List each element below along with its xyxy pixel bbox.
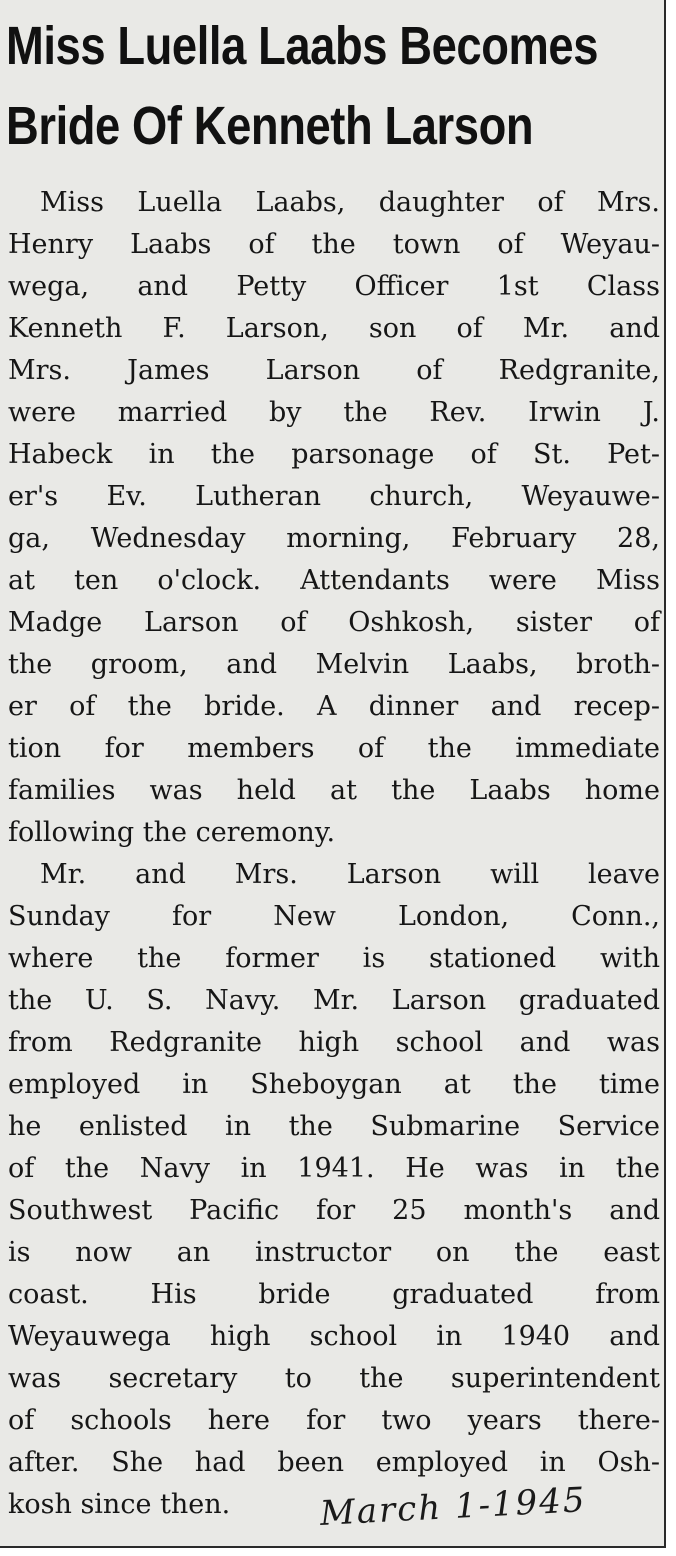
body-line: er of the bride. A dinner and recep- — [8, 691, 660, 722]
body-line: wega, and Petty Officer 1st Class — [8, 271, 660, 302]
body-line: was secretary to the superintendent — [8, 1363, 660, 1394]
body-line: Sunday for New London, Conn., — [8, 901, 660, 932]
body-line: Henry Laabs of the town of Weyau- — [8, 229, 660, 260]
body-line: tion for members of the immediate — [8, 733, 660, 764]
body-line: the U. S. Navy. Mr. Larson graduated — [8, 985, 660, 1016]
body-line: Southwest Pacific for 25 month's and — [8, 1195, 660, 1226]
body-line: Habeck in the parsonage of St. Pet- — [8, 439, 660, 470]
body-line: is now an instructor on the east — [8, 1237, 660, 1268]
paragraph-2 — [8, 854, 660, 1526]
body-line: of the Navy in 1941. He was in the — [8, 1153, 660, 1184]
headline-line-2: Bride Of Kenneth Larson — [6, 96, 534, 156]
body-line: after. She had been employed in Osh- — [8, 1447, 660, 1478]
headline — [6, 6, 599, 166]
body-line: were married by the Rev. Irwin J. — [8, 397, 660, 428]
body-line: following the ceremony. — [8, 817, 336, 848]
body-line: er's Ev. Lutheran church, Weyauwe- — [8, 481, 660, 512]
body-line: Weyauwega high school in 1940 and — [8, 1321, 660, 1352]
body-line: he enlisted in the Submarine Service — [8, 1111, 660, 1142]
article-body — [8, 182, 660, 1526]
body-line: Mrs. James Larson of Redgranite, — [8, 355, 660, 386]
body-line: at ten o'clock. Attendants were Miss — [8, 565, 660, 596]
paragraph-1 — [8, 182, 660, 854]
body-line: Mr. and Mrs. Larson will leave — [40, 859, 660, 890]
body-line: employed in Sheboygan at the time — [8, 1069, 660, 1100]
body-line: of schools here for two years there- — [8, 1405, 660, 1436]
body-line: Kenneth F. Larson, son of Mr. and — [8, 313, 660, 344]
body-line: the groom, and Melvin Laabs, broth- — [8, 649, 660, 680]
headline-line-1: Miss Luella Laabs Becomes — [6, 16, 599, 76]
body-line: coast. His bride graduated from — [8, 1279, 660, 1310]
body-line: families was held at the Laabs home — [8, 775, 660, 806]
body-line: from Redgranite high school and was — [8, 1027, 660, 1058]
body-line: where the former is stationed with — [8, 943, 660, 974]
body-line: ga, Wednesday morning, February 28, — [8, 523, 660, 554]
body-line: Madge Larson of Oshkosh, sister of — [8, 607, 660, 638]
body-line: kosh since then. — [8, 1489, 231, 1520]
body-line: Miss Luella Laabs, daughter of Mrs. — [40, 187, 660, 218]
handwritten-date: March 1-1945 — [318, 1480, 588, 1534]
